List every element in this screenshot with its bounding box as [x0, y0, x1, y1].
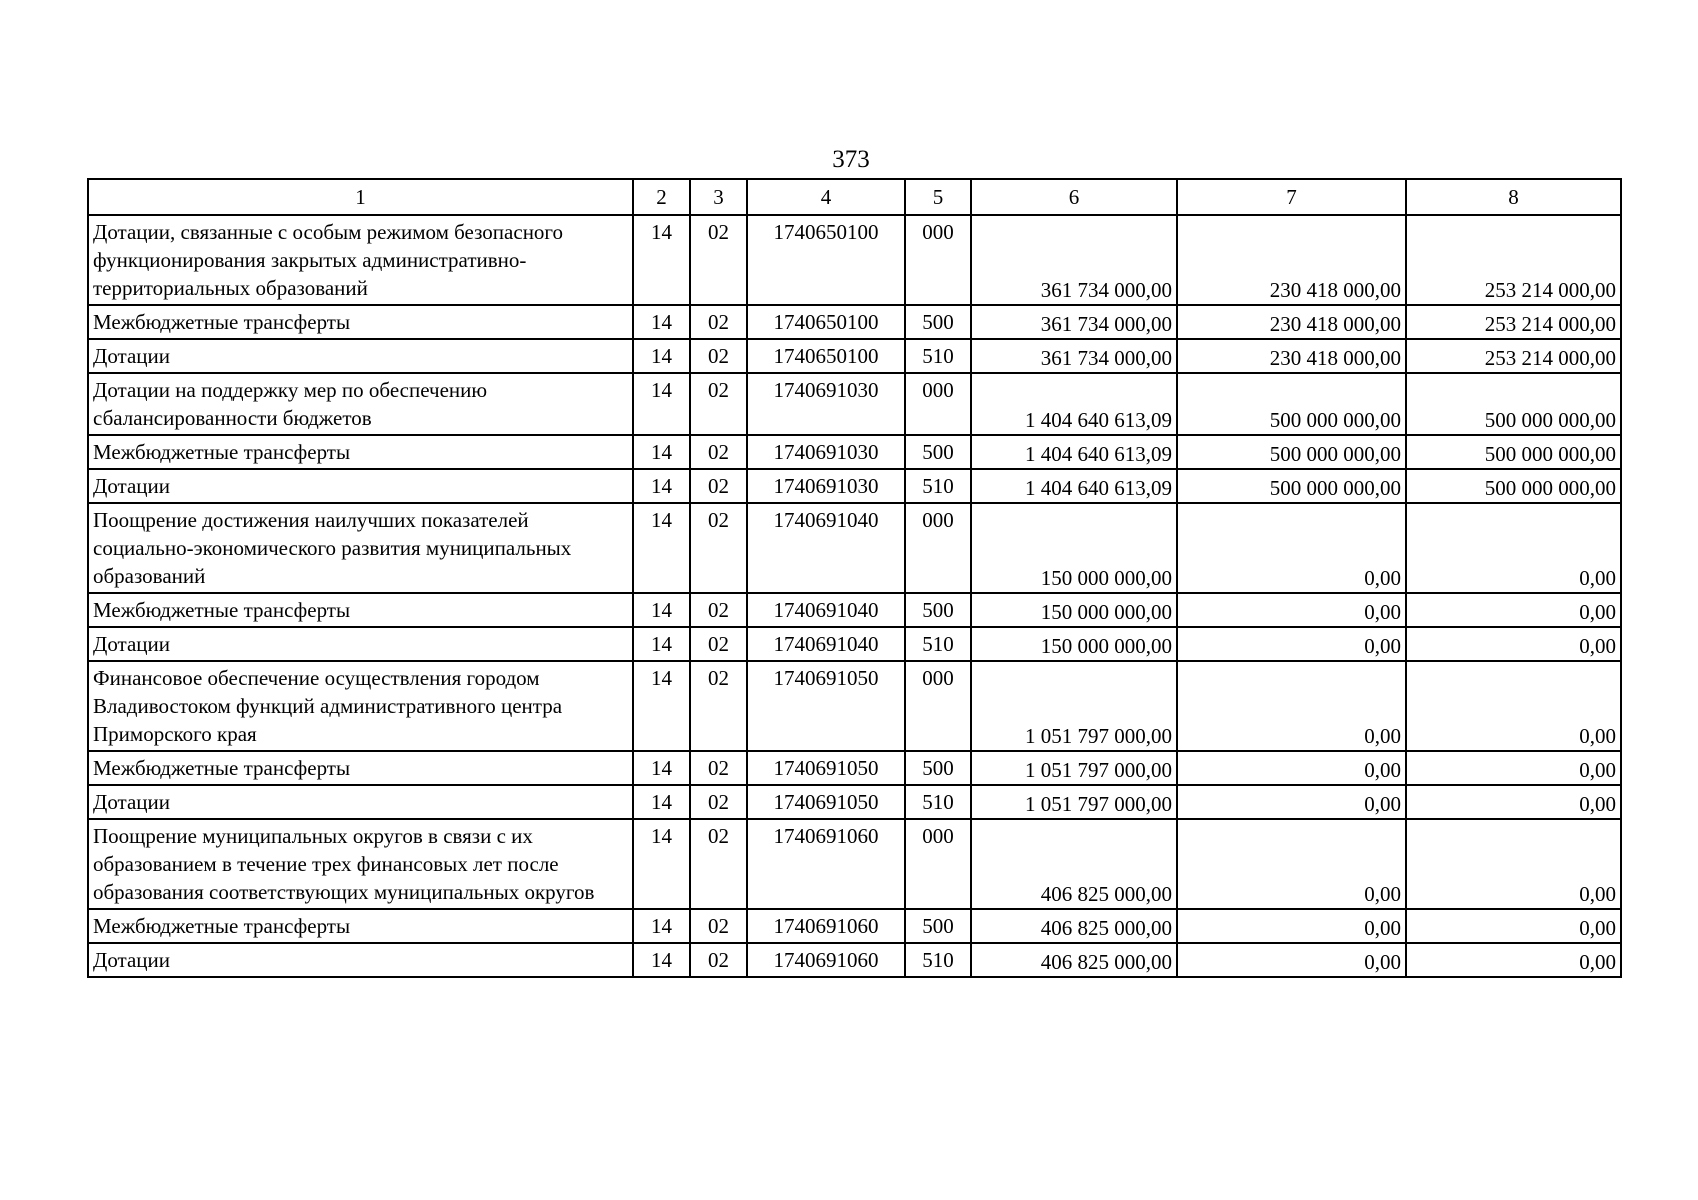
header-col-8: 8	[1406, 179, 1621, 215]
row-name-cell: Дотации, связанные с особым режимом безопасного функционирования закрытых административно-территориальных образований	[88, 215, 633, 305]
row-name-cell: Межбюджетные трансферты	[88, 751, 633, 785]
row-amount8-cell: 0,00	[1406, 785, 1621, 819]
row-amount6-cell: 150 000 000,00	[971, 627, 1177, 661]
row-col3-cell: 02	[690, 435, 747, 469]
header-col-2: 2	[633, 179, 690, 215]
row-col5-cell: 510	[905, 785, 971, 819]
table-row	[88, 339, 1621, 373]
row-amount6-cell: 361 734 000,00	[971, 339, 1177, 373]
row-col5-cell: 500	[905, 435, 971, 469]
row-col4-cell: 1740650100	[747, 215, 905, 305]
row-amount6-cell: 361 734 000,00	[971, 305, 1177, 339]
header-col-7: 7	[1177, 179, 1406, 215]
header-col-1: 1	[88, 179, 633, 215]
row-col5-cell: 500	[905, 593, 971, 627]
row-col4-cell: 1740691050	[747, 661, 905, 751]
row-amount7-cell: 230 418 000,00	[1177, 339, 1406, 373]
header-col-6: 6	[971, 179, 1177, 215]
row-col2-cell: 14	[633, 593, 690, 627]
row-name-cell: Дотации	[88, 785, 633, 819]
row-col3-cell: 02	[690, 305, 747, 339]
row-name-cell: Межбюджетные трансферты	[88, 435, 633, 469]
row-name-cell: Дотации	[88, 339, 633, 373]
row-col3-cell: 02	[690, 339, 747, 373]
table-row	[88, 661, 1621, 751]
row-col2-cell: 14	[633, 627, 690, 661]
row-col2-cell: 14	[633, 751, 690, 785]
row-name-cell: Межбюджетные трансферты	[88, 909, 633, 943]
row-col2-cell: 14	[633, 909, 690, 943]
table-row	[88, 503, 1621, 593]
row-amount7-cell: 0,00	[1177, 819, 1406, 909]
row-amount7-cell: 0,00	[1177, 627, 1406, 661]
row-name-cell: Финансовое обеспечение осуществления городом Владивостоком функций административного центра Приморского края	[88, 661, 633, 751]
row-col2-cell: 14	[633, 661, 690, 751]
row-col5-cell: 510	[905, 943, 971, 977]
row-name-cell: Дотации	[88, 943, 633, 977]
row-col5-cell: 000	[905, 373, 971, 435]
row-amount6-cell: 150 000 000,00	[971, 593, 1177, 627]
row-name-cell: Дотации на поддержку мер по обеспечению сбалансированности бюджетов	[88, 373, 633, 435]
row-amount7-cell: 0,00	[1177, 751, 1406, 785]
row-name-cell: Поощрение достижения наилучших показателей социально-экономического развития муниципальных образований	[88, 503, 633, 593]
row-col4-cell: 1740691060	[747, 909, 905, 943]
row-amount8-cell: 0,00	[1406, 909, 1621, 943]
row-amount6-cell: 406 825 000,00	[971, 819, 1177, 909]
row-amount6-cell: 1 404 640 613,09	[971, 435, 1177, 469]
row-name-cell: Межбюджетные трансферты	[88, 305, 633, 339]
header-row	[88, 179, 1621, 215]
row-col3-cell: 02	[690, 661, 747, 751]
table-row	[88, 943, 1621, 977]
header-col-4: 4	[747, 179, 905, 215]
row-col5-cell: 000	[905, 819, 971, 909]
row-col5-cell: 000	[905, 503, 971, 593]
row-col4-cell: 1740650100	[747, 305, 905, 339]
row-col4-cell: 1740691060	[747, 943, 905, 977]
row-col5-cell: 500	[905, 909, 971, 943]
row-amount7-cell: 0,00	[1177, 503, 1406, 593]
row-amount7-cell: 500 000 000,00	[1177, 435, 1406, 469]
row-amount8-cell: 500 000 000,00	[1406, 435, 1621, 469]
row-col2-cell: 14	[633, 819, 690, 909]
row-col4-cell: 1740691050	[747, 751, 905, 785]
row-amount6-cell: 150 000 000,00	[971, 503, 1177, 593]
row-amount7-cell: 230 418 000,00	[1177, 305, 1406, 339]
header-col-5: 5	[905, 179, 971, 215]
table-row	[88, 469, 1621, 503]
row-amount7-cell: 500 000 000,00	[1177, 373, 1406, 435]
table-row	[88, 305, 1621, 339]
table-row	[88, 435, 1621, 469]
row-col3-cell: 02	[690, 943, 747, 977]
row-col2-cell: 14	[633, 785, 690, 819]
row-amount6-cell: 1 051 797 000,00	[971, 661, 1177, 751]
row-col5-cell: 500	[905, 305, 971, 339]
row-col4-cell: 1740691040	[747, 503, 905, 593]
row-amount7-cell: 0,00	[1177, 593, 1406, 627]
table-row	[88, 819, 1621, 909]
row-amount8-cell: 253 214 000,00	[1406, 305, 1621, 339]
table-body	[88, 215, 1621, 977]
row-col5-cell: 000	[905, 661, 971, 751]
row-amount6-cell: 1 404 640 613,09	[971, 469, 1177, 503]
row-col2-cell: 14	[633, 339, 690, 373]
row-name-cell: Межбюджетные трансферты	[88, 593, 633, 627]
row-amount8-cell: 0,00	[1406, 661, 1621, 751]
table-row	[88, 627, 1621, 661]
row-amount6-cell: 406 825 000,00	[971, 909, 1177, 943]
row-amount6-cell: 1 051 797 000,00	[971, 751, 1177, 785]
row-col2-cell: 14	[633, 215, 690, 305]
row-amount8-cell: 500 000 000,00	[1406, 373, 1621, 435]
row-col4-cell: 1740691030	[747, 373, 905, 435]
table-row	[88, 215, 1621, 305]
row-amount8-cell: 0,00	[1406, 627, 1621, 661]
row-amount6-cell: 406 825 000,00	[971, 943, 1177, 977]
row-amount7-cell: 0,00	[1177, 785, 1406, 819]
row-col5-cell: 510	[905, 627, 971, 661]
row-col3-cell: 02	[690, 785, 747, 819]
row-col3-cell: 02	[690, 909, 747, 943]
row-col4-cell: 1740650100	[747, 339, 905, 373]
row-col3-cell: 02	[690, 469, 747, 503]
row-amount8-cell: 253 214 000,00	[1406, 339, 1621, 373]
row-amount7-cell: 0,00	[1177, 661, 1406, 751]
row-col2-cell: 14	[633, 373, 690, 435]
row-col2-cell: 14	[633, 469, 690, 503]
row-col4-cell: 1740691040	[747, 627, 905, 661]
row-amount8-cell: 0,00	[1406, 593, 1621, 627]
row-col2-cell: 14	[633, 503, 690, 593]
row-amount8-cell: 500 000 000,00	[1406, 469, 1621, 503]
row-col2-cell: 14	[633, 943, 690, 977]
row-col4-cell: 1740691030	[747, 435, 905, 469]
page-number	[0, 145, 1698, 175]
budget-table	[87, 178, 1622, 978]
row-col3-cell: 02	[690, 819, 747, 909]
row-amount8-cell: 0,00	[1406, 751, 1621, 785]
row-col4-cell: 1740691060	[747, 819, 905, 909]
table-row	[88, 373, 1621, 435]
row-amount7-cell: 0,00	[1177, 909, 1406, 943]
page-number-text: 373	[832, 146, 870, 173]
row-name-cell: Поощрение муниципальных округов в связи с их образованием в течение трех финансовых лет после образования соответствующих муниципальных округов	[88, 819, 633, 909]
row-amount6-cell: 361 734 000,00	[971, 215, 1177, 305]
row-col3-cell: 02	[690, 751, 747, 785]
row-col4-cell: 1740691030	[747, 469, 905, 503]
row-amount7-cell: 500 000 000,00	[1177, 469, 1406, 503]
row-col5-cell: 510	[905, 339, 971, 373]
row-col5-cell: 000	[905, 215, 971, 305]
row-amount6-cell: 1 404 640 613,09	[971, 373, 1177, 435]
row-col3-cell: 02	[690, 215, 747, 305]
row-amount6-cell: 1 051 797 000,00	[971, 785, 1177, 819]
table-row	[88, 593, 1621, 627]
row-col2-cell: 14	[633, 305, 690, 339]
row-col3-cell: 02	[690, 627, 747, 661]
row-col4-cell: 1740691040	[747, 593, 905, 627]
table-header	[88, 179, 1621, 215]
row-col3-cell: 02	[690, 593, 747, 627]
row-amount8-cell: 0,00	[1406, 819, 1621, 909]
table-row	[88, 751, 1621, 785]
row-col5-cell: 510	[905, 469, 971, 503]
row-amount8-cell: 0,00	[1406, 943, 1621, 977]
row-col3-cell: 02	[690, 373, 747, 435]
row-name-cell: Дотации	[88, 627, 633, 661]
row-amount8-cell: 0,00	[1406, 503, 1621, 593]
row-amount7-cell: 0,00	[1177, 943, 1406, 977]
header-col-3: 3	[690, 179, 747, 215]
row-col4-cell: 1740691050	[747, 785, 905, 819]
row-col3-cell: 02	[690, 503, 747, 593]
table-row	[88, 909, 1621, 943]
row-name-cell: Дотации	[88, 469, 633, 503]
row-amount8-cell: 253 214 000,00	[1406, 215, 1621, 305]
row-col2-cell: 14	[633, 435, 690, 469]
row-col5-cell: 500	[905, 751, 971, 785]
row-amount7-cell: 230 418 000,00	[1177, 215, 1406, 305]
table-row	[88, 785, 1621, 819]
